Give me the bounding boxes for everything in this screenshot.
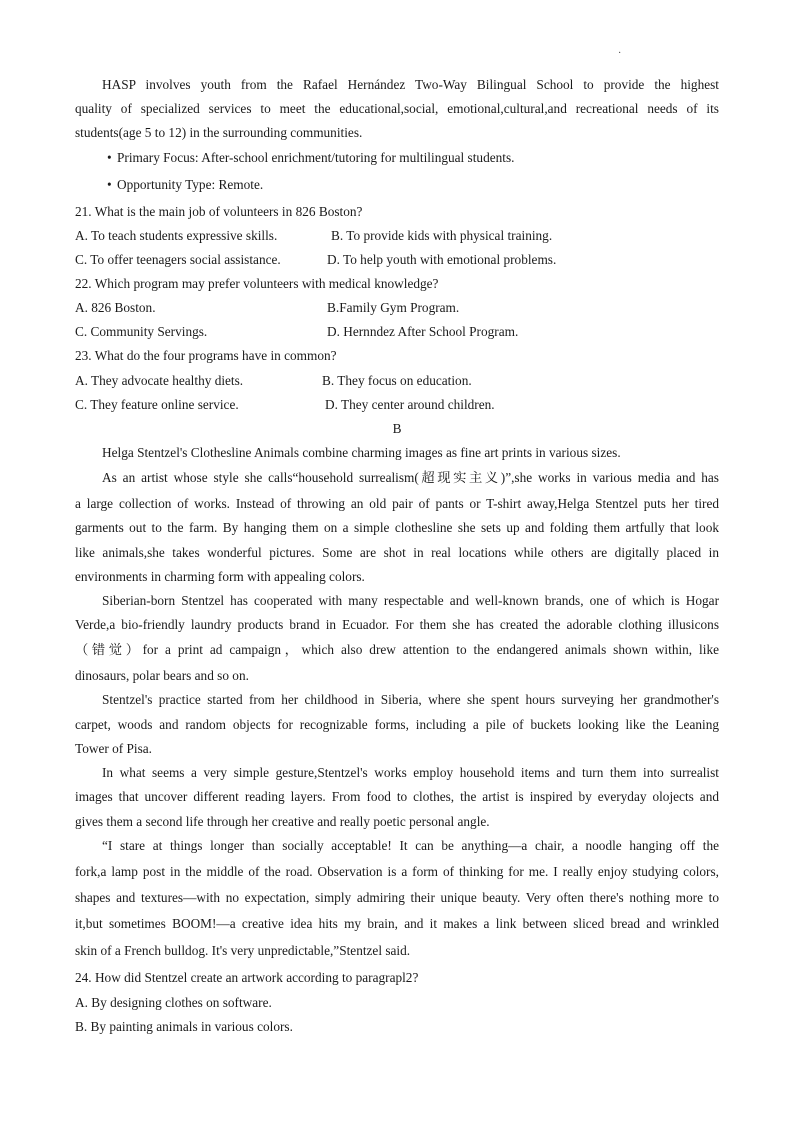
para2-line-1: As an artist whose style she calls“household surrealism(超现实主义)”,she works in various media and has bbox=[102, 470, 719, 485]
para6-line-5: skin of a French bulldog. It's very unpredictable,”Stentzel said. bbox=[75, 943, 411, 958]
para5-line-3: gives them a second life through her creative and really poetic personal angle. bbox=[75, 814, 490, 829]
para3-line-4: dinosaurs, polar bears and so on. bbox=[75, 668, 249, 683]
question-23-stem: 23. What do the four programs have in common? bbox=[75, 348, 337, 363]
option-c: C. To offer teenagers social assistance. bbox=[75, 252, 281, 267]
option-a: A. 826 Boston. bbox=[75, 300, 156, 315]
hasp-line-3: students(age 5 to 12) in the surrounding communities. bbox=[75, 125, 363, 140]
para2-line-5: environments in charming form with appealing colors. bbox=[75, 569, 365, 584]
para4-line-1: Stentzel's practice started from her childhood in Siberia, where she spent hours surveying her grandmother's bbox=[102, 692, 719, 707]
para5-line-1: In what seems a very simple gesture,Stentzel's works employ household items and turn them into surrealist bbox=[102, 765, 719, 780]
bullet-text: Primary Focus: After-school enrichment/tutoring for multilingual students. bbox=[117, 150, 515, 165]
question-24-option-a: A. By designing clothes on software. bbox=[75, 995, 272, 1010]
question-23-options-row-1 bbox=[75, 373, 719, 389]
option-b: B. To provide kids with physical training. bbox=[331, 228, 553, 243]
para2-line-4: like animals,she takes wonderful pictures. Some are shot in real locations while others are digitally placed in bbox=[75, 545, 719, 560]
question-21-stem: 21. What is the main job of volunteers in 826 Boston? bbox=[75, 204, 363, 219]
question-23-options-row-2 bbox=[75, 397, 719, 413]
bullet-text: Opportunity Type: Remote. bbox=[117, 177, 264, 192]
para4-line-2: carpet, woods and random objects for recognizable forms, including a pile of buckets looking like the Leaning bbox=[75, 717, 719, 732]
para6-line-4: it,but sometimes BOOM!—a creative idea hits my brain, and it makes a link between sliced bread and wrinkled bbox=[75, 916, 719, 931]
bullet-icon: • bbox=[107, 150, 112, 165]
para6-line-1: “I stare at things longer than socially acceptable! It can be anything—a chair, a noodle hanging off the bbox=[102, 838, 719, 853]
para4-line-3: Tower of Pisa. bbox=[75, 741, 152, 756]
bullet-icon: • bbox=[107, 177, 112, 192]
para1-line-1: Helga Stentzel's Clothesline Animals combine charming images as fine art prints in various sizes. bbox=[102, 445, 621, 460]
question-22-stem: 22. Which program may prefer volunteers with medical knowledge? bbox=[75, 276, 439, 291]
question-24-option-b: B. By painting animals in various colors. bbox=[75, 1019, 293, 1034]
para3-line-2: Verde,a bio-friendly laundry products brand in Ecuador. For them she has created the adorable clothing illusicons bbox=[75, 617, 719, 632]
option-b: B.Family Gym Program. bbox=[327, 300, 460, 315]
option-c: C. Community Servings. bbox=[75, 324, 208, 339]
question-22-options-row-1 bbox=[75, 300, 719, 316]
option-d: D. Hernndez After School Program. bbox=[327, 324, 519, 339]
para6-line-3: shapes and textures—with no expectation, simply admiring their unique beauty. Very often there's nothing more to bbox=[75, 890, 719, 905]
para3-line-3: （错觉）for a print ad campaign，which also drew attention to the endangered animals shown within, like bbox=[75, 642, 719, 657]
question-22-options-row-2 bbox=[75, 324, 719, 340]
question-21-options-row-1 bbox=[75, 228, 719, 244]
page-dot: · bbox=[618, 48, 622, 59]
question-24-stem: 24. How did Stentzel create an artwork according to paragrapl2? bbox=[75, 970, 419, 985]
option-d: D. They center around children. bbox=[325, 397, 495, 412]
question-21-options-row-2 bbox=[75, 252, 719, 268]
para2-line-2: a large collection of works. Instead of throwing an old pair of pants or T-shirt away,Helga Stentzel puts her tired bbox=[75, 496, 719, 511]
bullet-primary-focus bbox=[75, 150, 751, 166]
option-a: A. To teach students expressive skills. bbox=[75, 228, 278, 243]
para2-line-3: garments out to the farm. By hanging them on a simple clothesline she sets up and folding them artfully that look bbox=[75, 520, 719, 535]
option-a: A. They advocate healthy diets. bbox=[75, 373, 244, 388]
hasp-line-1: HASP involves youth from the Rafael Hernández Two-Way Bilingual School to provide the highest bbox=[102, 77, 719, 92]
para6-line-2: fork,a lamp post in the middle of the road. Observation is a form of thinking for me. I really enjoy studying colors, bbox=[75, 864, 719, 879]
option-d: D. To help youth with emotional problems. bbox=[327, 252, 557, 267]
para5-line-2: images that uncover different reading layers. From food to clothes, the artist is inspired by everyday olojects and bbox=[75, 789, 719, 804]
para3-line-1: Siberian-born Stentzel has cooperated with many respectable and well-known brands, one of which is Hogar bbox=[102, 593, 719, 608]
hasp-line-2: quality of specialized services to meet the educational,social, emotional,cultural,and recreational needs of its bbox=[75, 101, 719, 116]
bullet-opportunity-type bbox=[75, 177, 751, 193]
option-b: B. They focus on education. bbox=[322, 373, 472, 388]
section-b-heading: B bbox=[392, 421, 402, 436]
option-c: C. They feature online service. bbox=[75, 397, 239, 412]
